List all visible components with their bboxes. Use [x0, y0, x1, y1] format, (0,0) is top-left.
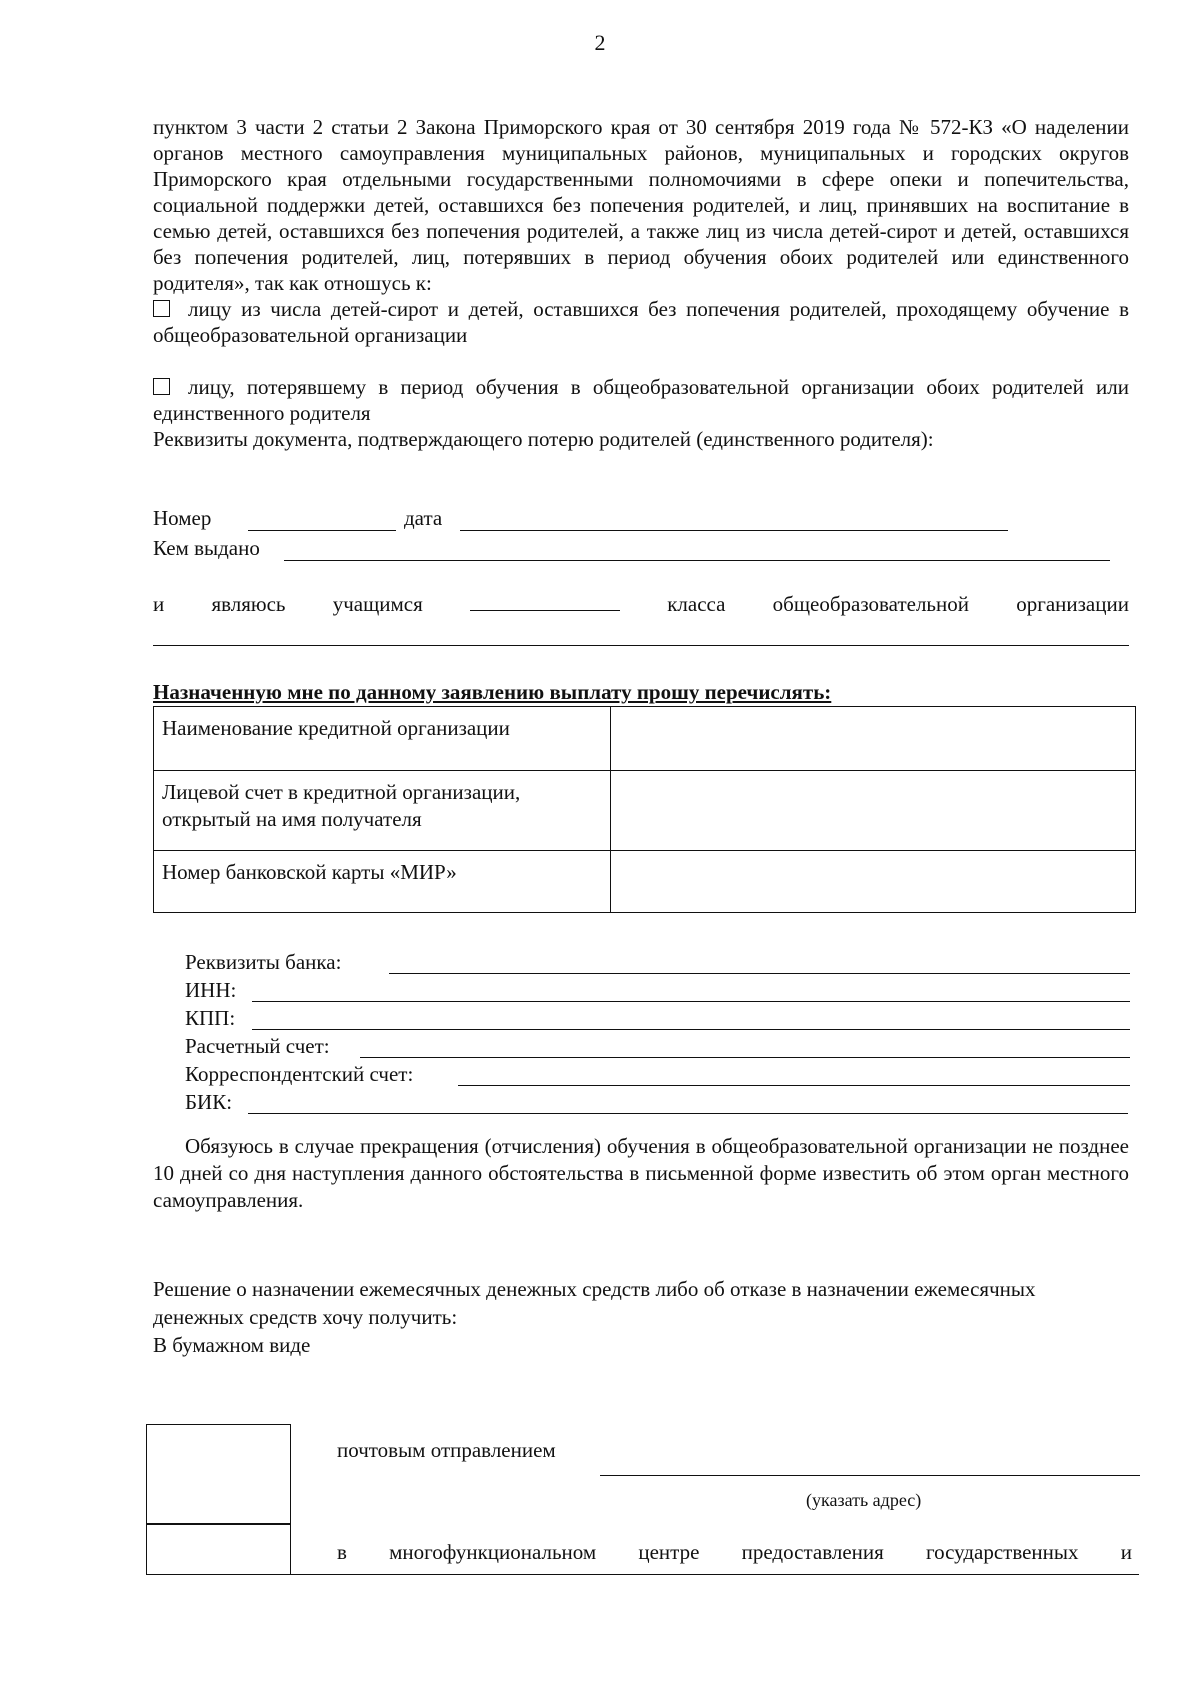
student-word-1: и [153, 592, 165, 616]
payment-table [153, 706, 1136, 913]
mfc-option-line [337, 1540, 1132, 1565]
option-orphan [153, 296, 1129, 348]
date-label: дата [404, 506, 443, 530]
bank-field[interactable] [389, 973, 1130, 974]
inn-field[interactable] [252, 1001, 1130, 1002]
organization-field[interactable] [153, 645, 1129, 646]
student-word-5: общеобразовательной [772, 592, 969, 616]
number-label: Номер [153, 506, 212, 530]
student-word-6: организации [1016, 592, 1129, 616]
kpp-field[interactable] [252, 1029, 1130, 1030]
class-field[interactable] [470, 596, 620, 611]
correspondent-label: Корреспондентский счет: [185, 1062, 414, 1086]
decision-text: Решение о назначении ежемесячных денежных средств либо об отказе в назначении ежемесячных денежных средств хочу получить: [153, 1277, 1036, 1329]
payment-row-label: Лицевой счет в кредитной организации, открытый на имя получателя [154, 771, 611, 851]
payment-row-label: Наименование кредитной организации [154, 707, 611, 771]
bottom-border [291, 1574, 1139, 1575]
mfc-word: государственных [925, 1540, 1079, 1564]
table-row [154, 851, 1136, 913]
intro-paragraph: пунктом 3 части 2 статьи 2 Закона Приморского края от 30 сентября 2019 года № 572-КЗ «О наделении органов местного самоуправления муниципальных районов, муниципальных и городских округов Приморского края отдельными государственными полномочиями в сфере опеки и попечительства, социальной поддержки детей, оставшихся без попечения родителей, и лиц, принявших на воспитание в семью детей, оставшихся без попечения родителей, а также лиц из числа детей-сирот и детей, оставшихся без попечения родителей, лиц, потерявших в период обучения обоих родителей или единственного родителя», так как отношусь к: [153, 115, 1129, 295]
page-number: 2 [594, 30, 606, 55]
account-field[interactable] [611, 771, 1136, 851]
student-line [153, 592, 1129, 617]
address-hint: (указать адрес) [806, 1490, 922, 1510]
settlement-field[interactable] [360, 1057, 1130, 1058]
payment-row-label: Номер банковской карты «МИР» [154, 851, 611, 913]
number-field[interactable] [248, 530, 396, 531]
paper-form-label: В бумажном виде [153, 1333, 311, 1357]
bik-field[interactable] [248, 1113, 1128, 1114]
table-row [154, 771, 1136, 851]
inn-label: ИНН: [185, 978, 237, 1002]
settlement-label: Расчетный счет: [185, 1034, 330, 1058]
address-field[interactable] [600, 1475, 1140, 1476]
student-word-4: класса [667, 592, 726, 616]
option-lost-parents-label: лицу, потерявшему в период обучения в общеобразовательной организации обоих родителей или единственного родителя [153, 375, 1129, 425]
option-orphan-label: лицу из числа детей-сирот и детей, оставшихся без попечения родителей, проходящему обучение в общеобразовательной организации [153, 297, 1129, 347]
mfc-word: центре [638, 1540, 700, 1564]
student-word-2: являюсь [211, 592, 286, 616]
mfc-word: и [1120, 1540, 1132, 1564]
issued-by-field[interactable] [284, 560, 1110, 561]
payment-heading: Назначенную мне по данному заявлению выплату прошу перечислять: [153, 680, 832, 704]
kpp-label: КПП: [185, 1006, 236, 1030]
correspondent-field[interactable] [458, 1085, 1130, 1086]
bik-label: БИК: [185, 1090, 233, 1114]
post-option-checkbox[interactable] [146, 1424, 291, 1525]
mfc-word: многофункциональном [389, 1540, 597, 1564]
post-option-label: почтовым отправлением [337, 1438, 556, 1462]
intro-section [153, 114, 1129, 452]
checkbox-lost-parents[interactable] [153, 378, 170, 395]
date-field[interactable] [460, 530, 1008, 531]
mfc-word: предоставления [741, 1540, 884, 1564]
checkbox-orphan[interactable] [153, 300, 170, 317]
mfc-word: в [337, 1540, 347, 1564]
promise-paragraph: Обязуюсь в случае прекращения (отчисления) обучения в общеобразовательной организации не позднее 10 дней со дня наступления данного обстоятельства в письменной форме известить об этом орган местного самоуправления. [153, 1134, 1129, 1212]
table-row [154, 707, 1136, 771]
credit-org-field[interactable] [611, 707, 1136, 771]
student-word-3: учащимся [332, 592, 423, 616]
option-lost-parents [153, 374, 1129, 426]
issued-by-label: Кем выдано [153, 536, 260, 560]
document-requisites-title: Реквизиты документа, подтверждающего потерю родителей (единственного родителя): [153, 427, 934, 451]
mir-card-field[interactable] [611, 851, 1136, 913]
mfc-option-checkbox[interactable] [146, 1523, 291, 1575]
bank-label: Реквизиты банка: [185, 950, 342, 974]
decision-section [153, 1275, 1129, 1359]
